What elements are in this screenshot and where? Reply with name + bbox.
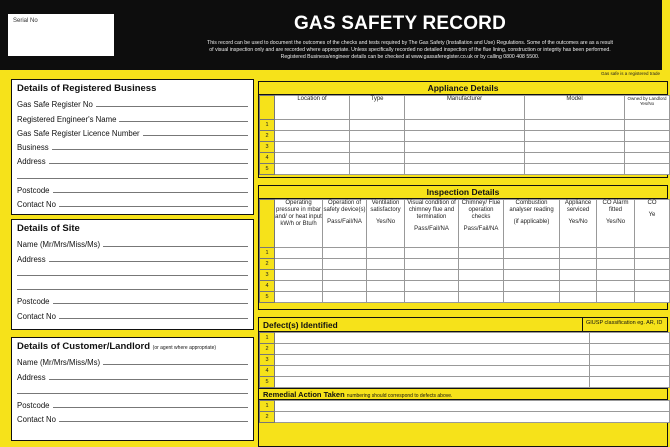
table-cell[interactable]	[405, 270, 459, 281]
table-cell[interactable]	[275, 142, 350, 153]
table-cell[interactable]	[560, 292, 597, 303]
field-input-line[interactable]	[53, 192, 248, 193]
table-cell[interactable]	[625, 131, 670, 142]
table-row	[260, 120, 670, 131]
column-head-text: Chimney/ Flue operation checks	[461, 200, 501, 220]
table-cell[interactable]	[367, 259, 405, 270]
field-input-line[interactable]	[17, 289, 248, 290]
table-cell[interactable]	[504, 259, 560, 270]
table-cell[interactable]	[275, 355, 590, 366]
field-label: Postcode	[17, 401, 50, 411]
appliance-details-section	[258, 81, 668, 178]
column-sub-text: Yes/No	[605, 219, 626, 225]
field-label: Postcode	[17, 297, 50, 307]
customer-panel	[11, 337, 254, 441]
table-cell[interactable]	[560, 248, 597, 259]
field-label: Contact No	[17, 200, 57, 210]
table-cell[interactable]	[367, 248, 405, 259]
row-number: 4	[260, 281, 275, 292]
row-number: 3	[260, 270, 275, 281]
table-cell[interactable]	[405, 248, 459, 259]
table-cell[interactable]	[560, 270, 597, 281]
table-cell[interactable]	[504, 270, 560, 281]
site-title: Details of Site	[17, 223, 80, 234]
panel-title	[12, 220, 253, 235]
column-head-text: Ventilation satisfactory	[370, 200, 401, 213]
table-cell[interactable]	[597, 281, 635, 292]
serial-label: Serial No	[13, 18, 38, 24]
table-cell[interactable]	[590, 355, 670, 366]
table-cell[interactable]	[350, 142, 405, 153]
register-note: Gas safe is a registered trade	[600, 71, 660, 76]
column-head-text: Operation of safety device(s)	[323, 200, 366, 213]
inspection-column-header	[367, 200, 405, 248]
row-number: 1	[260, 333, 275, 344]
table-cell[interactable]	[275, 164, 350, 175]
table-cell[interactable]	[323, 259, 367, 270]
table-cell[interactable]	[405, 153, 525, 164]
form-field-row[interactable]	[12, 278, 253, 292]
defects-header	[259, 318, 667, 332]
table-cell[interactable]	[323, 292, 367, 303]
table-row	[260, 131, 670, 142]
table-cell[interactable]	[525, 164, 625, 175]
table-cell[interactable]	[590, 333, 670, 344]
field-label: Address	[17, 254, 46, 264]
row-number: 1	[260, 120, 275, 131]
customer-title: Details of Customer/Landlord	[17, 341, 151, 352]
row-number: 2	[260, 412, 275, 423]
table-cell[interactable]	[459, 270, 504, 281]
table-cell[interactable]	[625, 164, 670, 175]
form-field-row[interactable]	[12, 410, 253, 424]
table-row	[260, 142, 670, 153]
table-cell[interactable]	[405, 142, 525, 153]
defects-title: Defect(s) Identified	[263, 320, 338, 330]
table-cell[interactable]	[597, 292, 635, 303]
desc-line: Registered Business/engineer details can be checked at www.gassaferegister.co.uk or by calling 0800 408 5500.	[280, 54, 540, 61]
table-cell[interactable]	[560, 259, 597, 270]
inspection-column-header	[635, 200, 670, 248]
table-cell[interactable]	[525, 142, 625, 153]
field-label: Gas Safe Register No	[17, 100, 93, 110]
table-row	[260, 412, 670, 423]
inspection-column-header	[560, 200, 597, 248]
form-field-row[interactable]	[12, 166, 253, 180]
inspection-column-header	[459, 200, 504, 248]
field-label: Address	[17, 372, 46, 382]
field-input-line[interactable]	[53, 303, 248, 304]
inspection-table	[259, 199, 670, 303]
table-cell[interactable]	[459, 281, 504, 292]
column-sub-text: Pass/Fail/NA	[463, 226, 499, 232]
table-cell[interactable]	[525, 131, 625, 142]
table-row	[260, 281, 670, 292]
column-sub-text: Pass/Fail/NA	[327, 219, 362, 225]
table-cell[interactable]	[635, 270, 670, 281]
field-input-line[interactable]	[52, 149, 248, 150]
desc-line: This record can be used to document the outcomes of the checks and tests required by The Gas Safety (Installation and Use) Regulations. Some of the outcomes are as a result	[207, 40, 613, 46]
table-cell[interactable]	[367, 281, 405, 292]
table-row	[260, 401, 670, 412]
appliance-table	[259, 95, 670, 175]
table-cell[interactable]	[590, 377, 670, 388]
desc-line: of visual inspection only and are recorded where appropriate. Unless specifically recorded no detailed inspection of the flue lining, construction or integrity has been performed.	[209, 47, 611, 54]
registered-business-panel	[11, 79, 254, 215]
giusp-classification-label: GIUSP classification eg. AR, ID	[582, 318, 667, 331]
table-cell[interactable]	[625, 120, 670, 131]
form-field-row[interactable]	[12, 235, 253, 249]
row-num-header	[260, 200, 275, 248]
table-row	[260, 164, 670, 175]
business-title: Details of Registered Business	[17, 83, 157, 94]
col-type: Type	[350, 96, 405, 120]
col-manufacturer: Manufacturer	[405, 96, 525, 120]
table-cell[interactable]	[275, 401, 670, 412]
column-head-text: Operating pressure in mbar and/ or heat input kW/h or Btu/h	[275, 200, 322, 227]
table-cell[interactable]	[625, 153, 670, 164]
table-cell[interactable]	[275, 153, 350, 164]
table-cell[interactable]	[597, 248, 635, 259]
row-num-header	[260, 96, 275, 120]
table-cell[interactable]	[635, 259, 670, 270]
site-fields	[12, 235, 253, 321]
inspection-column-header	[323, 200, 367, 248]
row-number: 2	[260, 344, 275, 355]
table-cell[interactable]	[350, 153, 405, 164]
table-cell[interactable]	[275, 281, 323, 292]
table-cell[interactable]	[323, 248, 367, 259]
field-input-line[interactable]	[49, 261, 248, 262]
table-row	[260, 355, 670, 366]
row-number: 4	[260, 153, 275, 164]
panel-title	[12, 80, 253, 95]
row-number: 3	[260, 142, 275, 153]
field-input-line[interactable]	[17, 393, 248, 394]
table-cell[interactable]	[405, 292, 459, 303]
column-sub-text: (if applicable)	[513, 219, 550, 225]
table-cell[interactable]	[590, 366, 670, 377]
table-cell[interactable]	[504, 281, 560, 292]
field-input-line[interactable]	[103, 364, 248, 365]
inspection-column-header	[597, 200, 635, 248]
table-cell[interactable]	[275, 248, 323, 259]
table-cell[interactable]	[350, 164, 405, 175]
table-cell[interactable]	[459, 248, 504, 259]
table-cell[interactable]	[635, 248, 670, 259]
column-sub-text: Ye	[648, 212, 656, 218]
row-number: 3	[260, 355, 275, 366]
col-location: Location of	[275, 96, 350, 120]
table-cell[interactable]	[504, 292, 560, 303]
field-input-line[interactable]	[59, 206, 248, 207]
form-field-row[interactable]	[12, 181, 253, 195]
table-cell[interactable]	[275, 120, 350, 131]
table-row	[260, 292, 670, 303]
field-label: Name (Mr/Mrs/Miss/Ms)	[17, 358, 101, 368]
table-row	[260, 344, 670, 355]
table-row	[260, 270, 670, 281]
table-cell[interactable]	[590, 344, 670, 355]
form-field-row[interactable]	[12, 95, 253, 109]
col-model: Model	[525, 96, 625, 120]
panel-title	[12, 338, 253, 353]
table-row	[260, 377, 670, 388]
column-head-text: CO	[647, 200, 657, 206]
form-field-row[interactable]	[12, 109, 253, 123]
form-field-row[interactable]	[12, 382, 253, 396]
field-label: Registered Engineer's Name	[17, 114, 117, 124]
table-row	[260, 259, 670, 270]
table-cell[interactable]	[635, 292, 670, 303]
table-cell[interactable]	[405, 164, 525, 175]
inspection-column-header	[405, 200, 459, 248]
business-fields	[12, 95, 253, 209]
table-cell[interactable]	[275, 377, 590, 388]
site-panel	[11, 219, 254, 330]
table-row	[260, 153, 670, 164]
table-cell[interactable]	[459, 259, 504, 270]
row-number: 2	[260, 131, 275, 142]
table-cell[interactable]	[367, 270, 405, 281]
field-input-line[interactable]	[96, 106, 248, 107]
inspection-details-section	[258, 185, 668, 310]
defects-table	[259, 332, 670, 388]
table-cell[interactable]	[275, 270, 323, 281]
row-number: 5	[260, 292, 275, 303]
serial-number-box[interactable]	[8, 14, 114, 56]
table-cell[interactable]	[350, 131, 405, 142]
row-number: 1	[260, 401, 275, 412]
table-row	[260, 333, 670, 344]
field-input-line[interactable]	[143, 135, 248, 136]
remedial-title: Remedial Action Taken	[263, 390, 345, 399]
field-input-line[interactable]	[103, 246, 248, 247]
table-row	[260, 366, 670, 377]
field-input-line[interactable]	[119, 121, 248, 122]
column-head-text: Appliance serviced	[564, 200, 592, 213]
table-cell[interactable]	[525, 153, 625, 164]
table-cell[interactable]	[597, 259, 635, 270]
table-cell[interactable]	[323, 281, 367, 292]
table-cell[interactable]	[405, 120, 525, 131]
table-cell[interactable]	[597, 270, 635, 281]
table-cell[interactable]	[323, 270, 367, 281]
table-cell[interactable]	[405, 131, 525, 142]
table-cell[interactable]	[275, 131, 350, 142]
header-description	[170, 40, 650, 62]
form-field-row[interactable]	[12, 396, 253, 410]
table-cell[interactable]	[459, 292, 504, 303]
field-label: Address	[17, 157, 46, 167]
form-field-row[interactable]	[12, 124, 253, 138]
inspection-column-header	[275, 200, 323, 248]
table-cell[interactable]	[405, 259, 459, 270]
field-label: Postcode	[17, 186, 50, 196]
header-bar	[0, 0, 662, 70]
column-head-text: Visual condition of chimney flue and termination	[407, 200, 456, 220]
appliance-title: Appliance Details	[259, 82, 667, 95]
field-label: Contact No	[17, 311, 57, 321]
field-input-line[interactable]	[53, 407, 248, 408]
form-field-row[interactable]	[12, 249, 253, 263]
field-input-line[interactable]	[17, 178, 248, 179]
col-owned-by-landlord: Owned by Landlord Yes/No	[625, 96, 670, 120]
form-field-row[interactable]	[12, 292, 253, 306]
form-field-row[interactable]	[12, 367, 253, 381]
field-label: Gas Safe Register Licence Number	[17, 128, 140, 138]
field-input-line[interactable]	[59, 318, 248, 319]
column-head-text: Combustion analyser reading	[509, 200, 554, 213]
remedial-table	[259, 400, 670, 423]
form-field-row[interactable]	[12, 353, 253, 367]
table-cell[interactable]	[367, 292, 405, 303]
defects-section	[258, 317, 668, 447]
customer-fields	[12, 353, 253, 424]
field-label: Name (Mr/Mrs/Miss/Ms)	[17, 240, 101, 250]
field-label: Contact No	[17, 415, 57, 425]
field-input-line[interactable]	[59, 421, 248, 422]
row-number: 4	[260, 366, 275, 377]
table-cell[interactable]	[525, 120, 625, 131]
column-sub-text: Yes/No	[375, 219, 396, 225]
field-input-line[interactable]	[17, 275, 248, 276]
form-field-row[interactable]	[12, 306, 253, 320]
row-number: 2	[260, 259, 275, 270]
table-cell[interactable]	[625, 142, 670, 153]
table-cell[interactable]	[275, 259, 323, 270]
table-cell[interactable]	[275, 412, 670, 423]
remedial-header	[259, 388, 667, 400]
column-sub-text: Yes/No	[568, 219, 588, 225]
table-cell[interactable]	[275, 344, 590, 355]
table-cell[interactable]	[275, 292, 323, 303]
table-cell[interactable]	[350, 120, 405, 131]
field-input-line[interactable]	[49, 379, 248, 380]
page-title: GAS SAFETY RECORD	[293, 13, 507, 34]
row-number: 5	[260, 164, 275, 175]
field-input-line[interactable]	[49, 163, 248, 164]
row-number: 5	[260, 377, 275, 388]
column-head-text: CO Alarm fitted	[602, 200, 629, 213]
inspection-title: Inspection Details	[259, 186, 667, 199]
form-field-row[interactable]	[12, 264, 253, 278]
table-cell[interactable]	[504, 248, 560, 259]
remedial-note: numbering should correspond to defects above.	[346, 393, 453, 399]
table-cell[interactable]	[405, 281, 459, 292]
customer-title-note: (or agent where appropriate)	[152, 345, 217, 351]
table-cell[interactable]	[275, 333, 590, 344]
inspection-column-header	[504, 200, 560, 248]
field-label: Business	[17, 143, 49, 153]
table-row	[260, 248, 670, 259]
form-field-row[interactable]	[12, 152, 253, 166]
column-sub-text: Pass/Fail/NA	[414, 226, 449, 232]
form-field-row[interactable]	[12, 138, 253, 152]
table-cell[interactable]	[635, 281, 670, 292]
form-field-row[interactable]	[12, 195, 253, 209]
row-number: 1	[260, 248, 275, 259]
table-cell[interactable]	[275, 366, 590, 377]
table-cell[interactable]	[560, 281, 597, 292]
